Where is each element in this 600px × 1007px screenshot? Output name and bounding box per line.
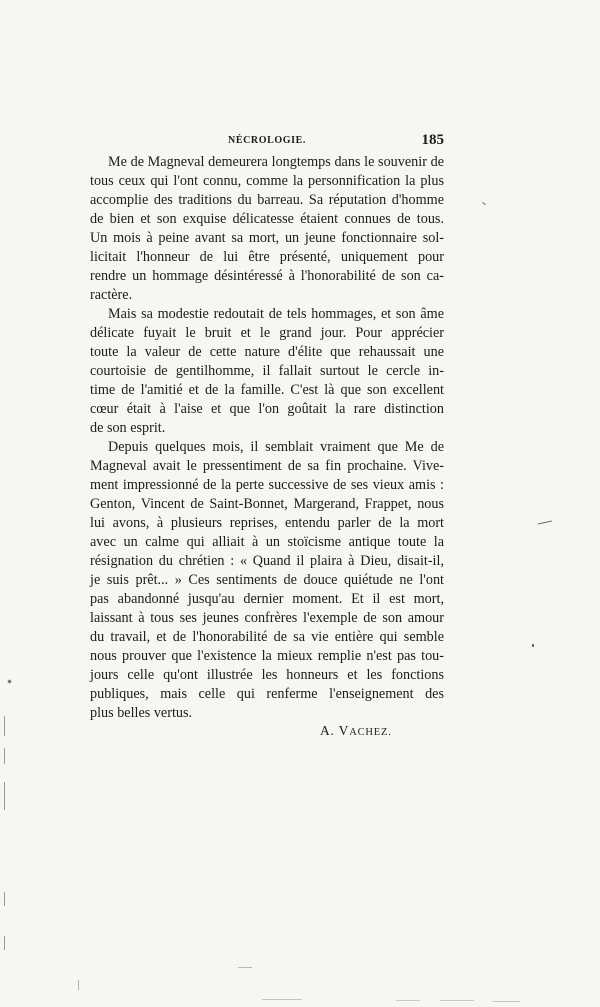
- text-line: plus belles vertus.: [90, 705, 193, 721]
- paragraph-3: [90, 438, 444, 723]
- scan-mark: [78, 980, 79, 990]
- scan-mark: [440, 1000, 474, 1001]
- text-line: nous prouver que l'existence la mieux remplie n'est pas tou-: [90, 648, 444, 664]
- signature-name-rest: ACHEZ.: [349, 727, 392, 738]
- text-line: jours celle qu'ont illustrée les honneurs et les fonctions: [90, 667, 444, 683]
- page-number: 185: [421, 132, 444, 148]
- text-line: de son esprit.: [90, 420, 166, 436]
- text-line: publiques, mais celle qui renferme l'enseignement des: [90, 686, 444, 702]
- text-line: Magneval avait le pressentiment de sa fin prochaine. Vive-: [90, 458, 444, 474]
- text-line: de bien et son exquise délicatesse étaient connues de tous.: [90, 211, 444, 227]
- text-line: Depuis quelques mois, il semblait vraiment que Me de: [108, 439, 444, 455]
- text-line: time de l'amitié et de la famille. C'est là que son excellent: [90, 382, 444, 398]
- text-line: accomplie des traditions du barreau. Sa réputation d'homme: [90, 192, 444, 208]
- scan-mark: [7, 679, 11, 683]
- signature-initial: A.: [320, 723, 335, 738]
- text-line: Me de Magneval demeurera longtemps dans le souvenir de: [108, 154, 444, 170]
- running-head: [90, 133, 444, 151]
- text-line: toute la valeur de cette nature d'élite que rehaussait une: [90, 344, 444, 360]
- text-line: tous ceux qui l'ont connu, comme la personnification la plus: [90, 173, 444, 189]
- scan-mark: [238, 967, 252, 968]
- signature-name-first-letter: V: [338, 723, 350, 738]
- scan-mark: [4, 936, 5, 950]
- text-line: Genton, Vincent de Saint-Bonnet, Margerand, Frappet, nous: [90, 496, 444, 512]
- scan-mark: [4, 716, 5, 736]
- text-line: du travail, et de l'honorabilité de sa vie entière qui semble: [90, 629, 444, 645]
- paragraph-1: [90, 153, 444, 305]
- scan-mark: [262, 999, 302, 1000]
- paragraph-2: [90, 305, 444, 438]
- text-line: je suis prêt... » Ces sentiments de douce quiétude ne l'ont: [90, 572, 444, 588]
- author-signature: [320, 723, 392, 739]
- running-title: NÉCROLOGIE.: [228, 135, 307, 146]
- scan-mark: [4, 892, 5, 906]
- scan-mark: [532, 644, 534, 647]
- text-line: ment impressionné de la perte successive de ses vieux amis :: [90, 477, 444, 493]
- text-line: rendre un hommage désintéressé à l'honorabilité de son ca-: [90, 268, 444, 284]
- text-line: lui avons, à plusieurs reprises, entendu parler de la mort: [90, 515, 444, 531]
- scan-mark: [482, 202, 486, 205]
- text-line: cœur était à l'aise et que l'on goûtait la rare distinction: [90, 401, 444, 417]
- text-line: courtoisie de gentilhomme, il fallait surtout le cercle in-: [90, 363, 444, 379]
- text-line: pas abandonné jusqu'au dernier moment. Et il est mort,: [90, 591, 444, 607]
- text-line: délicate fuyait le bruit et le grand jour. Pour apprécier: [90, 325, 444, 341]
- text-line: ractère.: [90, 287, 133, 303]
- text-line: laissant à tous ses jeunes confrères l'exemple de son amour: [90, 610, 444, 626]
- text-line: résignation du chrétien : « Quand il plaira à Dieu, disait-il,: [90, 553, 444, 569]
- scan-mark: [4, 782, 5, 810]
- scan-mark: [538, 521, 552, 525]
- text-line: avec un calme qui alliait à un stoïcisme antique toute la: [90, 534, 444, 550]
- text-line: licitait l'honneur de lui être présenté, uniquement pour: [90, 249, 444, 265]
- text-line: Mais sa modestie redoutait de tels hommages, et son âme: [108, 306, 444, 322]
- text-line: Un mois à peine avant sa mort, un jeune fonctionnaire sol-: [90, 230, 444, 246]
- scan-mark: [396, 1000, 420, 1001]
- obituary-text: [90, 153, 444, 723]
- scan-mark: [4, 748, 5, 764]
- scan-mark: [492, 1001, 520, 1002]
